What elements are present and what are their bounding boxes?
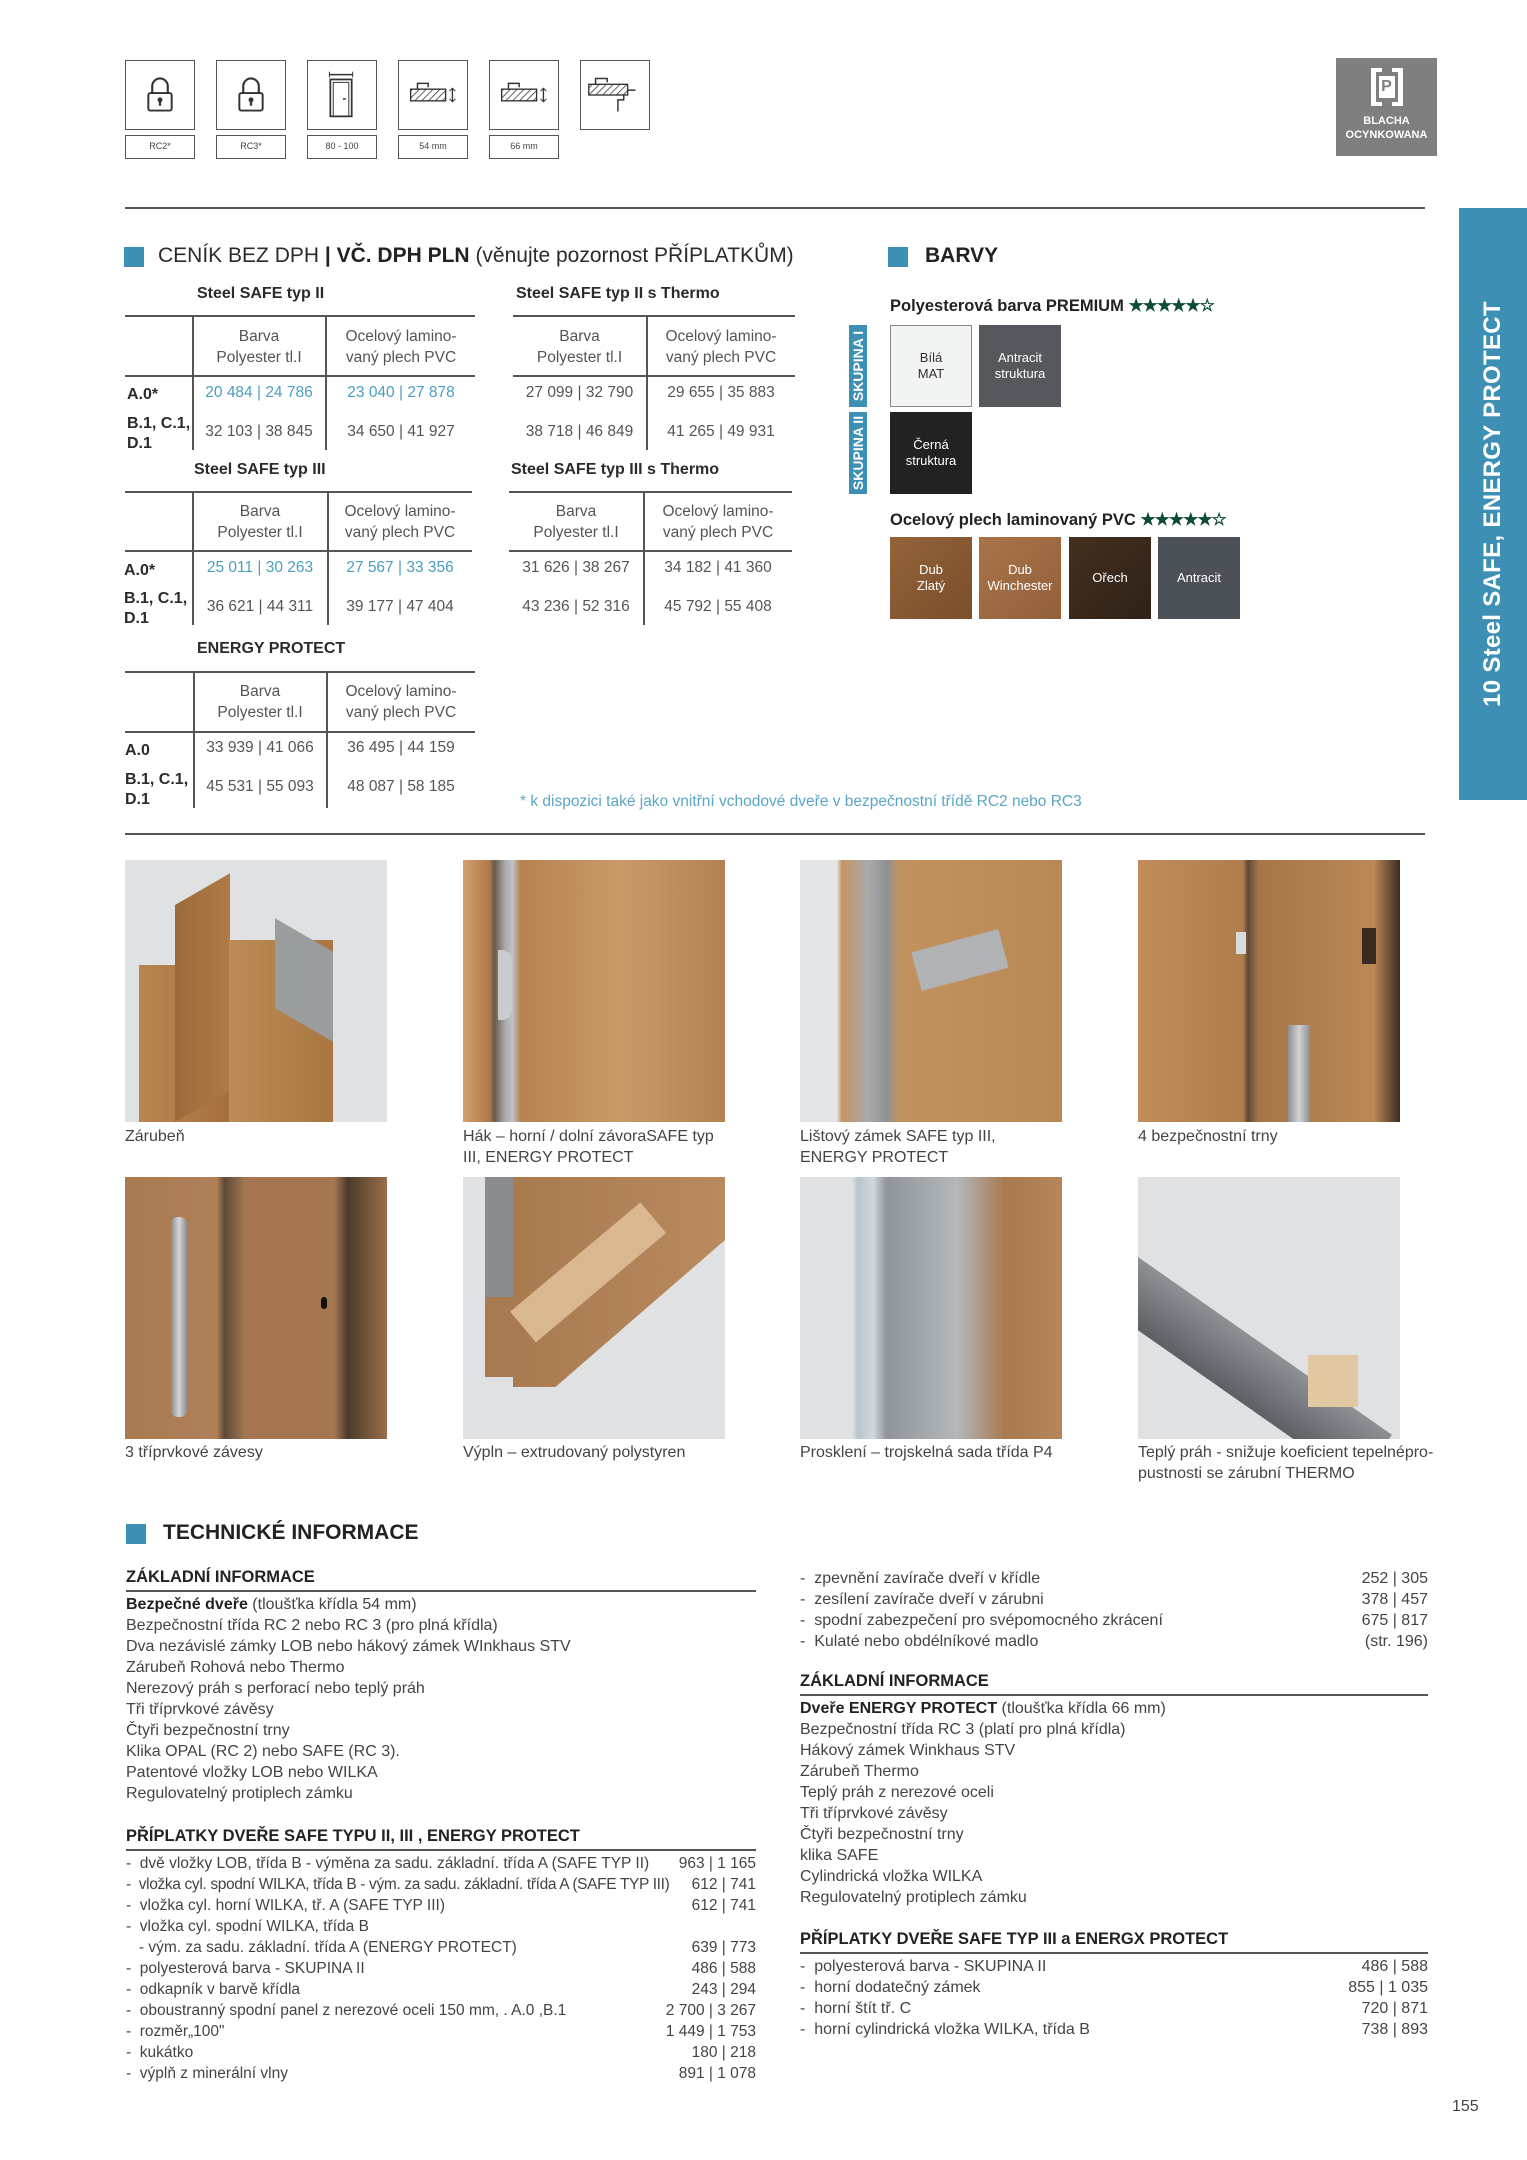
list-item: Tři tříprvkové závěsy — [126, 1701, 274, 1718]
list-item: - vložka cyl. spodní WILKA, třída B — [126, 1918, 369, 1935]
table-title: Steel SAFE typ III s Thermo — [511, 461, 720, 478]
table-title: Steel SAFE typ II — [197, 285, 325, 302]
footnote: * k dispozici také jako vnitřní vchodové dveře v bezpečnostní třídě RC2 nebo RC3 — [520, 793, 1082, 810]
thickness-66-label: 66 mm — [489, 135, 559, 159]
section-marker — [124, 247, 144, 267]
table-rule — [125, 671, 475, 673]
table-rule — [125, 491, 472, 493]
price-cell: 25 011 | 30 263 — [206, 559, 314, 576]
logo-icon: P — [1371, 68, 1403, 108]
subheading: PŘÍPLATKY DVEŘE SAFE TYPU II, III , ENERGY PROTECT — [126, 1827, 580, 1845]
price-cell: 41 265 | 49 931 — [667, 423, 775, 440]
list-item: - kukátko 180 | 218 — [126, 2044, 756, 2061]
photo-caption: Lištový zámek SAFE typ III, ENERGY PROTECT — [800, 1128, 996, 1166]
badge-line2: OCYNKOWANA — [1345, 129, 1428, 141]
photo-caption: 4 bezpečnostní trny — [1138, 1128, 1278, 1145]
group-label: SKUPINA II — [849, 412, 867, 494]
list-item: - polyesterová barva - SKUPINA II 486 | 588 — [126, 1960, 756, 1977]
column-header: Barva Polyester tl.I — [217, 503, 303, 541]
table-rule — [125, 375, 475, 377]
row-label: A.0* — [127, 386, 159, 403]
list-item: - horní štít tř. C 720 | 871 — [800, 2000, 1428, 2017]
subheading: ZÁKLADNÍ INFORMACE — [126, 1568, 315, 1586]
list-item: - výplň z minerální vlny 891 | 1 078 — [126, 2065, 756, 2082]
row-label: A.0* — [124, 562, 156, 579]
color-swatch[interactable]: Bílá MAT — [890, 325, 972, 407]
basic-info-list — [126, 1594, 756, 1804]
divider — [125, 207, 1425, 209]
list-item: Klika OPAL (RC 2) nebo SAFE (RC 3). — [126, 1743, 400, 1760]
divider — [800, 1694, 1428, 1696]
price-cell: 20 484 | 24 786 — [205, 384, 313, 401]
list-item: Čtyři bezpečnostní trny — [800, 1826, 964, 1843]
table-rule — [125, 550, 472, 552]
galvanized-sheet-badge — [1336, 58, 1437, 156]
color-swatch[interactable]: Antracit struktura — [979, 325, 1061, 407]
group-label: SKUPINA I — [849, 325, 867, 407]
color-swatch[interactable]: Dub Zlatý — [890, 537, 972, 619]
column-header: Ocelový lamino- vaný plech PVC — [665, 328, 777, 366]
page-number: 155 — [1452, 2098, 1479, 2115]
list-item: Nerezový práh s perforací nebo teplý práh — [126, 1680, 425, 1697]
price-cell: 34 182 | 41 360 — [664, 559, 772, 576]
price-cell: 29 655 | 35 883 — [667, 384, 775, 401]
price-cell: 27 099 | 32 790 — [525, 384, 634, 401]
surcharge-list-continued — [800, 1568, 1428, 1652]
column-header: Barva Polyester tl.I — [533, 503, 619, 541]
price-cell: 45 792 | 55 408 — [664, 598, 772, 615]
door-thickness-icon — [398, 60, 468, 130]
photo-caption: Teplý práh - snižuje koeficient tepelnépro-pustnosti se zárubní THERMO — [1138, 1444, 1434, 1482]
list-item: Dva nezávislé zámky LOB nebo hákový zámek WInkhaus STV — [126, 1638, 571, 1655]
pvc-title-text: Ocelový plech laminovaný PVC — [890, 511, 1136, 529]
divider — [800, 1952, 1428, 1954]
table-rule — [513, 375, 795, 377]
photo-polystyrene-fill — [463, 1177, 725, 1439]
photo-hook-bolt — [463, 860, 725, 1122]
table-title: Steel SAFE typ II s Thermo — [516, 285, 720, 302]
padlock-icon — [125, 60, 195, 130]
row-label: B.1, C.1, D.1 — [125, 771, 189, 808]
photo-security-pins — [1138, 860, 1400, 1122]
list-item: Patentové vložky LOB nebo WILKA — [126, 1764, 378, 1781]
photo-frame-corner — [125, 860, 387, 1122]
list-item: Teplý práh z nerezové oceli — [800, 1784, 994, 1801]
list-item: Tři tříprvkové závěsy — [800, 1805, 948, 1822]
list-item: - horní cylindrická vložka WILKA, třída B 738 | 893 — [800, 2021, 1428, 2038]
width-label: 80 - 100 — [307, 135, 377, 159]
price-cell: 31 626 | 38 267 — [522, 559, 630, 576]
list-item: Bezpečnostní třída RC 2 nebo RC 3 (pro plná křídla) — [126, 1617, 498, 1634]
surcharge-list — [800, 1956, 1428, 2040]
list-item: Bezpečnostní třída RC 3 (platí pro plná křídla) — [800, 1721, 1126, 1738]
rebate-profile-icon — [580, 60, 650, 130]
list-item: - zpevnění zavírače dveří v křídle 252 | 305 — [800, 1570, 1428, 1587]
price-cell: 39 177 | 47 404 — [346, 598, 454, 615]
list-item: - zesílení zavírače dveří v zárubni 378 | 457 — [800, 1591, 1428, 1608]
column-header: Barva Polyester tl.I — [216, 328, 302, 366]
basic-info-list — [800, 1698, 1428, 1908]
rc2-label: RC2* — [125, 135, 195, 159]
list-item: Zárubeň Thermo — [800, 1763, 919, 1780]
thickness-54-label: 54 mm — [398, 135, 468, 159]
list-item: Bezpečné dveře (tloušťka křídla 54 mm) — [126, 1596, 417, 1613]
premium-title-text: Polyesterová barva PREMIUM — [890, 297, 1124, 315]
table-title: ENERGY PROTECT — [197, 640, 346, 657]
heading-light: CENÍK BEZ DPH — [158, 244, 325, 267]
list-item: Zárubeň Rohová nebo Thermo — [126, 1659, 345, 1676]
price-cell: 48 087 | 58 185 — [347, 778, 455, 795]
premium-title — [890, 296, 1214, 316]
table-rule — [125, 731, 475, 733]
photo-lock-strip — [800, 860, 1062, 1122]
table-rule — [125, 315, 475, 317]
color-swatch[interactable]: Ořech — [1069, 537, 1151, 619]
price-cell: 33 939 | 41 066 — [206, 739, 314, 756]
row-label: B.1, C.1, D.1 — [127, 415, 191, 452]
color-swatch[interactable]: Antracit — [1158, 537, 1240, 619]
subheading: ZÁKLADNÍ INFORMACE — [800, 1672, 989, 1690]
rating-stars-icon: ★★★★★☆ — [1140, 510, 1226, 529]
column-header: Ocelový lamino- vaný plech PVC — [345, 328, 457, 366]
price-cell: 34 650 | 41 927 — [347, 423, 455, 440]
list-item: - vložka cyl. spodní WILKA, třída B - vým. za sadu. základní. třída A (SAFE TYP III) 612 | 741 — [126, 1876, 756, 1893]
list-item: Regulovatelný protiplech zámku — [800, 1889, 1027, 1906]
colors-heading: BARVY — [925, 244, 999, 267]
photo-warm-threshold — [1138, 1177, 1400, 1439]
row-label: B.1, C.1, D.1 — [124, 590, 188, 627]
rating-stars-icon: ★★★★★☆ — [1128, 296, 1214, 315]
badge-line1: BLACHA — [1363, 115, 1410, 127]
list-item: klika SAFE — [800, 1847, 879, 1864]
photo-caption: 3 tříprvkové závesy — [125, 1444, 263, 1461]
color-swatch[interactable]: Černá struktura — [890, 412, 972, 494]
rc3-label: RC3* — [216, 135, 286, 159]
price-cell: 45 531 | 55 093 — [206, 778, 314, 795]
column-header: Ocelový lamino- vaný plech PVC — [662, 503, 774, 541]
chapter-tab-label: 10 Steel SAFE, ENERGY PROTECT — [1479, 301, 1506, 707]
list-item: - rozměr„100" 1 449 | 1 753 — [126, 2023, 756, 2040]
divider — [125, 833, 1425, 835]
chapter-tab — [1459, 208, 1527, 800]
column-header: Barva Polyester tl.I — [536, 328, 623, 366]
color-swatch[interactable]: Dub Winchester — [979, 537, 1061, 619]
price-cell: 36 495 | 44 159 — [347, 739, 455, 756]
list-item: Regulovatelný protiplech zámku — [126, 1785, 353, 1802]
list-item: - odkapník v barvě křídla 243 | 294 — [126, 1981, 756, 1998]
pvc-title — [890, 510, 1226, 530]
list-item: - vložka cyl. horní WILKA, tř. A (SAFE TYP III) 612 | 741 — [126, 1897, 756, 1914]
list-item: - vým. za sadu. základní. třída A (ENERGY PROTECT) 639 | 773 — [126, 1939, 756, 1956]
list-item: Cylindrická vložka WILKA — [800, 1868, 983, 1885]
list-item: - Kulaté nebo obdélníkové madlo (str. 196) — [800, 1633, 1428, 1650]
list-item: - polyesterová barva - SKUPINA II 486 | 588 — [800, 1958, 1428, 1975]
price-cell: 38 718 | 46 849 — [525, 423, 634, 440]
list-item: Dveře ENERGY PROTECT (tloušťka křídla 66 mm) — [800, 1700, 1166, 1717]
photo-hinges — [125, 1177, 387, 1439]
price-cell: 32 103 | 38 845 — [205, 423, 313, 440]
photo-caption: Prosklení – trojskelná sada třída P4 — [800, 1444, 1053, 1461]
list-item: Čtyři bezpečnostní trny — [126, 1722, 290, 1739]
door-width-icon — [307, 60, 377, 130]
photo-glazing — [800, 1177, 1062, 1439]
padlock-icon — [216, 60, 286, 130]
surcharge-list — [126, 1853, 756, 2084]
list-item: - spodní zabezpečení pro svépomocného zkrácení 675 | 817 — [800, 1612, 1428, 1629]
column-header: Barva Polyester tl.I — [217, 683, 303, 721]
list-item: - horní dodatečný zámek 855 | 1 035 — [800, 1979, 1428, 1996]
price-cell: 23 040 | 27 878 — [347, 384, 455, 401]
list-item: - oboustranný spodní panel z nerezové oceli 150 mm, . A.0 ,B.1 2 700 | 3 267 — [126, 2002, 756, 2019]
photo-caption: Zárubeň — [125, 1128, 185, 1145]
list-item: Hákový zámek Winkhaus STV — [800, 1742, 1016, 1759]
section-marker — [126, 1524, 146, 1544]
tech-heading: TECHNICKÉ INFORMACE — [163, 1521, 419, 1544]
heading-bold: | VČ. DPH PLN — [324, 244, 470, 267]
divider — [126, 1590, 756, 1592]
subheading: PŘÍPLATKY DVEŘE SAFE TYP III a ENERGX PROTECT — [800, 1930, 1229, 1948]
price-cell: 27 567 | 33 356 — [346, 559, 454, 576]
list-item: - dvě vložky LOB, třída B - výměna za sadu. základní. třída A (SAFE TYP II) 963 | 1 165 — [126, 1855, 756, 1872]
price-cell: 43 236 | 52 316 — [522, 598, 630, 615]
section-marker — [888, 247, 908, 267]
row-label: A.0 — [125, 742, 150, 759]
door-thickness-icon — [489, 60, 559, 130]
photo-caption: Hák – horní / dolní závoraSAFE typ III, ENERGY PROTECT — [463, 1128, 714, 1166]
price-cell: 36 621 | 44 311 — [206, 598, 314, 615]
photo-caption: Výpln – extrudovaný polystyren — [463, 1444, 686, 1461]
table-rule — [509, 491, 792, 493]
divider — [126, 1849, 756, 1851]
column-header: Ocelový lamino- vaný plech PVC — [345, 683, 457, 721]
pricelist-heading — [158, 244, 794, 268]
table-rule — [509, 550, 792, 552]
table-title: Steel SAFE typ III — [194, 461, 326, 478]
table-rule — [513, 315, 795, 317]
column-header: Ocelový lamino- vaný plech PVC — [344, 503, 456, 541]
heading-rest: (věnujte pozornost PŘÍPLATKŮM) — [469, 244, 794, 267]
